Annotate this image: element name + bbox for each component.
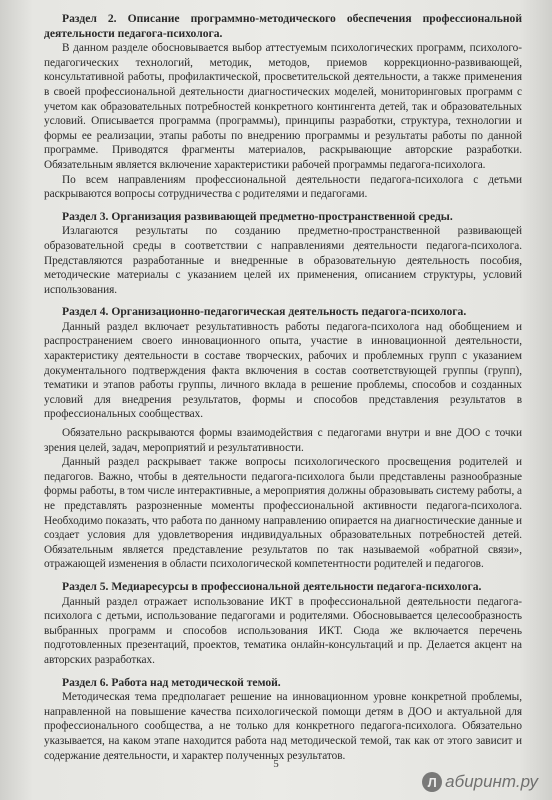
paragraph: Излагаются результаты по созданию предметно-пространственной развивающей образовательной среды в соответствии с направлениями деятельности педагога-психолога. Представляются разработанные и внедренные в образовательную деятельность пособия, методические материалы с указанием целей их применения, описанием структуры, условий использования.: [44, 225, 522, 296]
paragraph: По всем направлениям профессиональной деятельности педагога-психолога с детьми раскрываются вопросы сотрудничества с родителями и педагогами.: [44, 173, 522, 201]
section-heading: Раздел 2. Описание программно-методического обеспечения профессиональной деятельности педагога-психолога.: [44, 12, 522, 40]
section-heading: Раздел 6. Работа над методической темой.: [62, 675, 281, 689]
paragraph: Методическая тема предполагает решение на инновационном уровне конкретной проблемы, направленной на повышение качества психологической помощи детям в ДОО и актуальной для профессионального сообщества, а не только для конкретного педагога-психолога. Обязательно указывается, на каком этапе находится работа над методической темой, так как от этого зависит и содержание деятельности, и характер полученных результатов.: [44, 691, 522, 762]
watermark: [422, 772, 538, 792]
paragraph: Данный раздел отражает использование ИКТ в профессиональной деятельности педагога-психолога с детьми, использование педагогами и родителями. Обосновывается целесообразность выбранных программ и способов использования ИКТ. Сюда же включается перечень подготовленных презентаций, проектов, тематика онлайн-консультаций и пр. Делается акцент на авторских разработках.: [44, 595, 522, 666]
section-3: [44, 210, 522, 298]
section-heading: Раздел 3. Организация развивающей предметно-пространственной среды.: [62, 209, 453, 223]
watermark-text: абиринт.ру: [445, 772, 538, 791]
paragraph: В данном разделе обосновывается выбор аттестуемым психологических программ, психолого-педагогических технологий, методик, методов, приемов коррекционно-развивающей, консультативной работы, профилактической, просветительской деятельности, а также применения в своей профессиональной деятельности диагностических моделей, мониторинговых программ с учетом как образовательных потребностей конкретного контингента детей, так и образовательных условий. Описывается программа (программы), принципы разработки, структура, технологии и формы ее реализации, этапы работы по внедрению программы и результаты работы по данной программе. Приводятся фрагменты материалов, раскрывающие авторские разработки. Обязательным является включение характеристики рабочей программы педагога-психолога.: [44, 42, 522, 171]
section-2: [44, 12, 522, 202]
page-number: 5: [273, 758, 279, 770]
section-5: [44, 580, 522, 668]
section-heading: Раздел 4. Организационно-педагогическая деятельность педагога-психолога.: [62, 305, 467, 319]
section-heading: Раздел 5. Медиаресурсы в профессиональной деятельности педагога-психолога.: [62, 579, 482, 593]
paragraph: Данный раздел раскрывает также вопросы психологического просвещения родителей и педагогов. Важно, чтобы в деятельности педагога-психолога были представлены разнообразные формы работы, в том числе интерактивные, а мероприятия должны образовывать систему работы, а не представлять разрозненные моменты профессиональной активности педагога-психолога. Необходимо показать, что работа по данному направлению опирается на диагностические данные и создает условия для удовлетворения индивидуальных образовательных потребностей детей. Обязательным является представление результатов по так называемой «обратной связи», отражающей изменения в области психологической компетентности родителей и педагогов.: [44, 456, 522, 571]
paragraph: Данный раздел включает результативность работы педагога-психолога над обобщением и распространением своего инновационного опыта, участие в инновационной деятельности, характеристику деятельности в составе творческих, рабочих и проблемных групп с указанием документального подтверждения факта включения в состав соответствующей группы (групп), тематики и этапов работы группы, личного вклада в решение проблемы, способов и созданных условий для внедрения результатов, формы и способов представления результатов в профессиональных сообществах.: [44, 320, 522, 421]
section-4: [44, 305, 522, 572]
paragraph: Обязательно раскрываются формы взаимодействия с педагогами внутри и вне ДОО с точки зрения целей, задач, мероприятий и результативности.: [44, 427, 522, 454]
document-content: [44, 12, 522, 771]
section-6: [44, 676, 522, 764]
labirint-logo-icon: Л: [422, 772, 442, 792]
